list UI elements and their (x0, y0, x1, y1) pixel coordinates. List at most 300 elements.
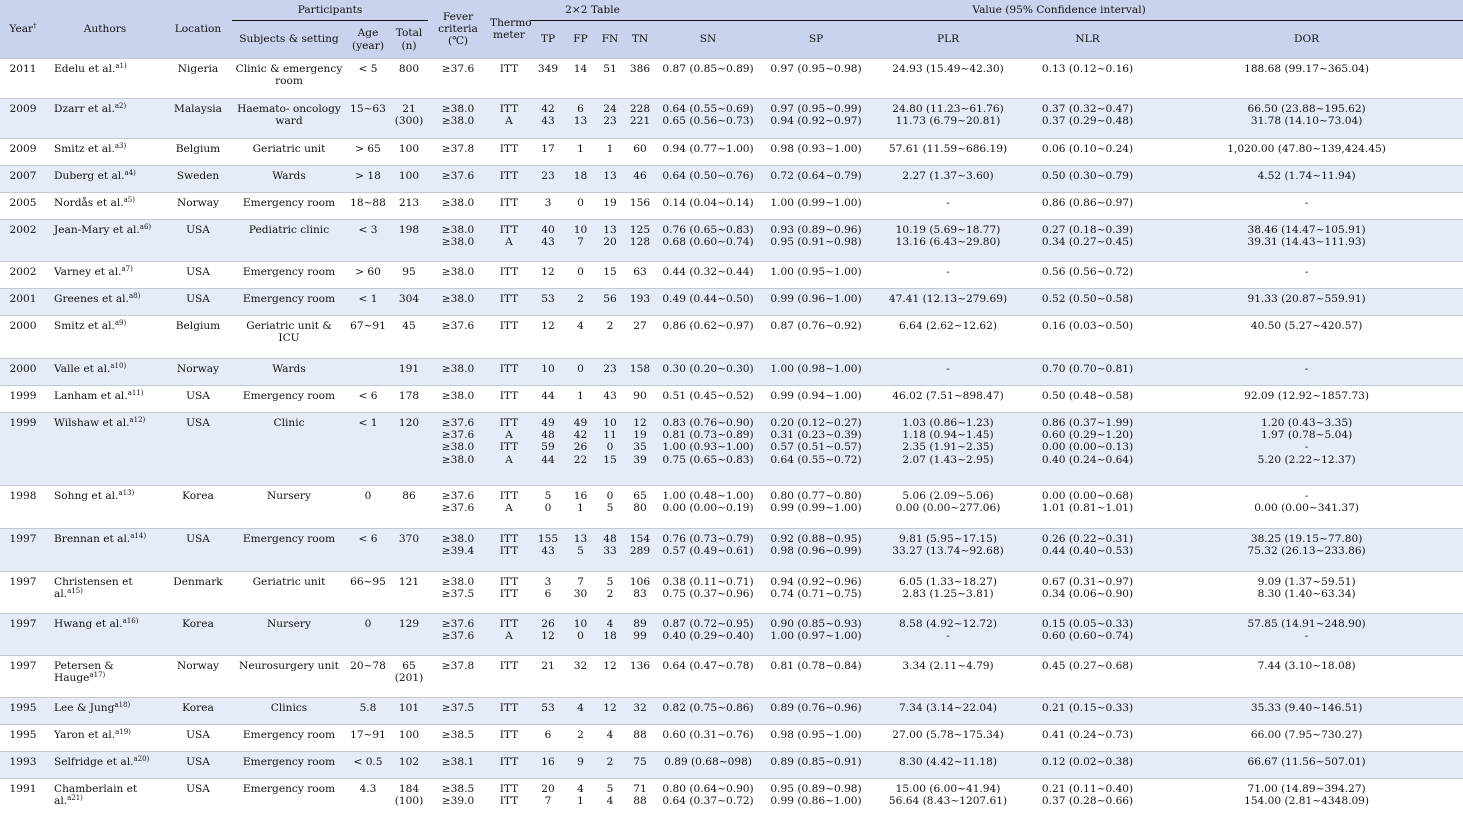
author-name: Lanham et al. (54, 390, 128, 402)
cell-thermometer (488, 779, 530, 819)
cell-tp-line: 10 (541, 363, 555, 375)
cell-age: 17~91 (350, 729, 386, 741)
cell-plr-line: 2.07 (1.43~2.95) (902, 453, 994, 466)
cell-total: 95 (402, 266, 416, 278)
cell-tp (530, 59, 566, 99)
cell-sn-line: 0.68 (0.60~0.74) (662, 236, 754, 249)
cell-fever (428, 529, 488, 572)
cell-age (346, 359, 390, 386)
cell-year: 2002 (9, 266, 37, 278)
cell-plr-line: - (946, 266, 950, 278)
cell-sp-line: 0.99 (0.99~1.00) (770, 502, 862, 515)
cell-nlr (1025, 572, 1150, 614)
cell-fever-line: ≥38.0 (441, 363, 475, 375)
cell-fever (428, 59, 488, 99)
cell-setting: Geriatric unit & ICU (246, 320, 332, 345)
cell-location: Malaysia (164, 99, 232, 139)
cell-fp-line: 30 (573, 588, 588, 601)
table-row (0, 316, 1463, 359)
cell-dor (1150, 99, 1463, 139)
cell-sn-line: 0.75 (0.65~0.83) (662, 453, 754, 466)
cell-fever-line: ≥38.0 (441, 533, 475, 545)
cell-tn (625, 486, 655, 529)
cell-thermometer (488, 413, 530, 486)
cell-fn-line: 11 (603, 429, 617, 442)
cell-author (46, 316, 164, 359)
cell-author (46, 289, 164, 316)
cell-sp (761, 139, 871, 166)
author-name: Sohng et al. (54, 490, 119, 502)
cell-sp-line: 0.97 (0.95~0.98) (770, 63, 862, 75)
cell-sp-line: 0.57 (0.51~0.57) (770, 441, 862, 454)
table-row (0, 359, 1463, 386)
cell-fever (428, 614, 488, 656)
cell-tp (530, 316, 566, 359)
cell-sn (655, 166, 761, 193)
cell-sp-line: 0.98 (0.93~1.00) (770, 143, 862, 155)
cell-plr-line: 1.03 (0.86~1.23) (902, 417, 994, 429)
cell-dor (1150, 413, 1463, 486)
cell-fever-line: ≥37.6 (441, 429, 475, 442)
cell-nlr (1025, 386, 1150, 413)
reference-mark: a18) (114, 701, 131, 709)
cell-dor-line: 38.46 (14.47~105.91) (1247, 224, 1366, 236)
cell-age: < 1 (346, 289, 390, 316)
cell-sp (761, 486, 871, 529)
cell-fn (595, 316, 625, 359)
cell-plr-line: - (946, 197, 950, 209)
cell-nlr (1025, 779, 1150, 819)
reference-mark: a19) (115, 728, 131, 736)
reference-mark: a6) (139, 223, 152, 231)
cell-fn-line: 23 (603, 115, 617, 128)
cell-fn-line: 0 (606, 441, 614, 454)
cell-sp (761, 289, 871, 316)
cell-sp (761, 166, 871, 193)
reference-mark: a14) (130, 532, 147, 540)
author-name: Chamberlain et al. (54, 783, 138, 808)
cell-sn (655, 725, 761, 752)
author-name: Jean-Mary et al. (54, 224, 140, 236)
cell-setting: Emergency room (242, 266, 336, 278)
cell-nlr (1025, 529, 1150, 572)
cell-tp (530, 486, 566, 529)
cell-plr-line: 8.58 (4.92~12.72) (899, 618, 998, 630)
col-group-2x2: 2×2 Table (530, 0, 655, 21)
cell-fp-line: 7 (577, 236, 584, 249)
cell-thermometer-line: A (505, 502, 513, 515)
cell-fever (428, 752, 488, 779)
cell-age: 5.8 (346, 698, 390, 725)
table-row (0, 725, 1463, 752)
cell-tn-line: 136 (629, 660, 651, 672)
cell-dor (1150, 220, 1463, 262)
cell-tp-line: 44 (541, 453, 555, 466)
cell-dor-line: 38.25 (19.15~77.80) (1250, 533, 1363, 545)
cell-fp-line: 0 (577, 197, 584, 209)
cell-sn-line: 1.00 (0.93~1.00) (662, 441, 754, 454)
reference-mark: a21) (67, 794, 83, 803)
cell-fever-line: ≥38.0 (441, 115, 475, 128)
cell-sn-line: 0.65 (0.56~0.73) (662, 115, 754, 128)
cell-dor (1150, 289, 1463, 316)
cell-fever-line: ≥37.6 (441, 502, 475, 515)
cell-fn-line: 0 (606, 490, 614, 502)
cell-thermometer-line: ITT (499, 293, 519, 305)
cell-fn (595, 413, 625, 486)
cell-plr-line: 56.64 (8.43~1207.61) (888, 795, 1008, 808)
cell-sp-line: 0.87 (0.76~0.92) (770, 320, 862, 332)
cell-plr-line: 2.83 (1.25~3.81) (902, 588, 994, 601)
cell-sn (655, 99, 761, 139)
cell-year: 2000 (0, 359, 46, 386)
cell-tn-line: 228 (629, 103, 651, 115)
cell-tn-line: 80 (633, 502, 647, 515)
cell-plr-line: 2.27 (1.37~3.60) (902, 170, 994, 182)
cell-fn-line: 18 (603, 630, 617, 643)
col-nlr: NLR (1025, 21, 1150, 59)
cell-thermometer (488, 59, 530, 99)
cell-tp (530, 656, 566, 698)
cell-tp (530, 359, 566, 386)
cell-tp-line: 49 (541, 417, 555, 429)
cell-tp-line: 43 (541, 545, 555, 558)
cell-fever-line: ≥37.6 (441, 630, 475, 643)
col-dor: DOR (1150, 21, 1463, 59)
cell-tn-line: 60 (633, 143, 647, 155)
cell-tn (625, 220, 655, 262)
cell-tp-line: 12 (541, 630, 555, 643)
reference-mark: a13) (118, 489, 135, 497)
cell-year: 2009 (0, 99, 46, 139)
cell-tn-line: 128 (629, 236, 651, 249)
cell-tp-line: 3 (544, 197, 552, 209)
cell-tp-line: 6 (544, 729, 552, 741)
cell-dor-line: 91.33 (20.87~559.91) (1247, 293, 1366, 305)
cell-dor-line: 8.30 (1.40~63.34) (1257, 588, 1356, 601)
cell-thermometer (488, 656, 530, 698)
cell-tn-line: 12 (633, 417, 647, 429)
cell-fp (566, 289, 595, 316)
cell-dor-line: - (1304, 441, 1309, 454)
cell-tp (530, 386, 566, 413)
cell-tp-line: 59 (541, 441, 555, 454)
cell-nlr (1025, 752, 1150, 779)
cell-sp (761, 779, 871, 819)
cell-fever (428, 166, 488, 193)
cell-fn-line: 12 (603, 702, 617, 714)
table-row (0, 413, 1463, 486)
cell-dor (1150, 725, 1463, 752)
reference-mark: a10) (110, 362, 127, 370)
cell-tn-line: 99 (633, 630, 647, 643)
cell-year: 2005 (9, 197, 37, 209)
table-body (0, 59, 1463, 819)
cell-total: 45 (402, 320, 416, 332)
cell-nlr (1025, 316, 1150, 359)
cell-plr-line: 24.80 (11.23~61.76) (892, 103, 1004, 115)
reference-mark: a3) (114, 142, 127, 150)
cell-sn (655, 289, 761, 316)
cell-year: 1997 (0, 529, 46, 572)
cell-tp-line: 0 (544, 502, 552, 515)
cell-author (46, 725, 164, 752)
cell-thermometer-line: ITT (499, 224, 519, 236)
cell-total: 21 (300) (390, 99, 428, 139)
cell-thermometer (488, 220, 530, 262)
cell-fever-line: ≥38.0 (441, 293, 475, 305)
cell-thermometer-line: ITT (499, 490, 519, 502)
cell-plr (871, 486, 1025, 529)
cell-fn-line: 13 (603, 170, 617, 182)
cell-age: 20~78 (350, 660, 386, 672)
cell-plr (871, 59, 1025, 99)
cell-thermometer (488, 698, 530, 725)
cell-sn (655, 359, 761, 386)
cell-fever-line: ≥37.6 (441, 417, 475, 429)
cell-sp-line: 0.94 (0.92~0.97) (770, 115, 862, 128)
cell-nlr (1025, 656, 1150, 698)
cell-sp-line: 0.93 (0.89~0.96) (770, 224, 862, 236)
cell-sp (761, 99, 871, 139)
cell-plr (871, 698, 1025, 725)
author-name: Hwang et al. (54, 618, 123, 630)
cell-sn (655, 262, 761, 289)
cell-dor-line: - (1304, 266, 1309, 278)
cell-thermometer-line: A (505, 236, 513, 249)
cell-tn (625, 698, 655, 725)
cell-thermometer-line: ITT (499, 390, 519, 402)
cell-tn (625, 289, 655, 316)
cell-fp-line: 14 (573, 63, 588, 75)
cell-sp (761, 529, 871, 572)
cell-tp (530, 725, 566, 752)
cell-dor-line: 39.31 (14.43~111.93) (1247, 236, 1366, 249)
cell-fever-line: ≥39.0 (441, 795, 475, 808)
cell-tp-line: 53 (541, 702, 555, 714)
reference-mark: a5) (123, 196, 135, 204)
cell-sn-line: 0.49 (0.44~0.50) (662, 293, 754, 305)
table-row (0, 220, 1463, 262)
cell-location: USA (186, 729, 210, 741)
cell-thermometer (488, 725, 530, 752)
cell-author (46, 166, 164, 193)
cell-thermometer-line: ITT (499, 660, 519, 672)
cell-thermometer-line: ITT (499, 795, 519, 808)
cell-fever-line: ≥39.4 (441, 545, 475, 558)
cell-thermometer (488, 99, 530, 139)
table-row (0, 698, 1463, 725)
cell-fn-line: 13 (603, 224, 617, 236)
cell-dor (1150, 656, 1463, 698)
cell-fn-line: 15 (603, 266, 617, 278)
cell-plr (871, 572, 1025, 614)
cell-setting: Clinic & emergency room (235, 63, 343, 88)
cell-total: 370 (390, 529, 428, 572)
cell-dor (1150, 698, 1463, 725)
author-name: Duberg et al. (54, 170, 125, 182)
cell-fn (595, 779, 625, 819)
cell-tp-line: 155 (537, 533, 559, 545)
cell-fp (566, 529, 595, 572)
cell-tp (530, 262, 566, 289)
cell-plr (871, 359, 1025, 386)
author-name: Brennan et al. (54, 533, 131, 545)
cell-author (46, 486, 164, 529)
cell-author (46, 656, 164, 698)
author-name: Smitz et al. (54, 143, 115, 155)
cell-fever (428, 359, 488, 386)
cell-tp-line: 17 (541, 143, 555, 155)
cell-fn-line: 15 (603, 453, 617, 466)
table-row (0, 193, 1463, 220)
cell-tn (625, 386, 655, 413)
cell-age: < 6 (346, 529, 390, 572)
cell-fp (566, 59, 595, 99)
cell-location: Denmark (173, 576, 223, 588)
cell-tn-line: 75 (633, 756, 647, 768)
cell-sp-line: 1.00 (0.95~1.00) (770, 266, 862, 278)
cell-tn (625, 614, 655, 656)
cell-sn (655, 656, 761, 698)
cell-fp-line: 10 (573, 224, 588, 236)
cell-tp (530, 698, 566, 725)
cell-dor (1150, 59, 1463, 99)
cell-dor-line: 9.09 (1.37~59.51) (1257, 576, 1356, 588)
cell-dor-line: 57.85 (14.91~248.90) (1247, 618, 1366, 630)
cell-age: < 5 (358, 63, 378, 75)
table-row (0, 166, 1463, 193)
cell-fever (428, 220, 488, 262)
cell-fn (595, 220, 625, 262)
cell-fever-line: ≥38.0 (441, 453, 475, 466)
cell-fn (595, 193, 625, 220)
col-total: Total (n) (390, 21, 428, 59)
cell-tn (625, 572, 655, 614)
cell-plr (871, 262, 1025, 289)
cell-tn-line: 90 (633, 390, 647, 402)
author-name: Varney et al. (54, 266, 122, 278)
cell-sp (761, 698, 871, 725)
cell-tn-line: 158 (629, 363, 651, 375)
table-row (0, 614, 1463, 656)
col-fn: FN (595, 21, 625, 59)
cell-sp-line: 1.00 (0.97~1.00) (770, 630, 862, 643)
cell-age: 0 (346, 614, 390, 656)
cell-dor-line: 71.00 (14.89~394.27) (1247, 783, 1366, 795)
cell-total: 100 (390, 166, 428, 193)
cell-fp (566, 166, 595, 193)
cell-tp (530, 166, 566, 193)
cell-thermometer-line: ITT (499, 103, 519, 115)
cell-total: 100 (398, 729, 420, 741)
cell-tp (530, 529, 566, 572)
author-name: Yaron et al. (54, 729, 116, 741)
cell-nlr-line: 0.16 (0.03~0.50) (1041, 320, 1134, 332)
cell-fn-line: 19 (603, 197, 617, 209)
cell-sn-line: 0.82 (0.75~0.86) (662, 702, 754, 714)
cell-thermometer-line: A (505, 453, 513, 466)
cell-nlr-line: 0.86 (0.86~0.97) (1041, 197, 1134, 209)
cell-fn (595, 289, 625, 316)
cell-fn-line: 24 (603, 103, 617, 115)
cell-fever (428, 316, 488, 359)
cell-setting: Emergency room (242, 390, 336, 402)
cell-sn (655, 572, 761, 614)
cell-sp-line: 1.00 (0.98~1.00) (770, 363, 862, 375)
cell-age: 18~88 (350, 197, 386, 209)
col-age: Age (year) (346, 21, 390, 59)
cell-location: Belgium (175, 143, 221, 155)
cell-total: 121 (398, 576, 420, 588)
cell-thermometer (488, 316, 530, 359)
cell-thermometer-line: ITT (499, 545, 519, 558)
cell-plr-line: 9.81 (5.95~17.15) (899, 533, 998, 545)
cell-tn (625, 359, 655, 386)
cell-plr-line: 7.34 (3.14~22.04) (899, 702, 998, 714)
cell-dor (1150, 614, 1463, 656)
cell-year: 1995 (9, 729, 37, 741)
cell-fever (428, 386, 488, 413)
cell-tn-line: 39 (633, 453, 647, 466)
cell-tp-line: 40 (541, 224, 555, 236)
cell-tn-line: 89 (633, 618, 647, 630)
cell-sn (655, 59, 761, 99)
cell-plr-line: 8.30 (4.42~11.18) (899, 756, 998, 768)
cell-nlr (1025, 725, 1150, 752)
cell-location: Nigeria (177, 63, 219, 75)
cell-fn (595, 656, 625, 698)
cell-age: 15~63 (346, 99, 390, 139)
cell-sp (761, 572, 871, 614)
cell-setting: Neurosurgery unit (239, 660, 339, 672)
cell-fn-line: 4 (606, 618, 614, 630)
cell-fn-line: 4 (606, 729, 614, 741)
cell-thermometer-line: ITT (499, 702, 519, 714)
cell-fn-line: 43 (603, 390, 617, 402)
cell-fever-line: ≥37.8 (441, 660, 475, 672)
cell-tp-line: 26 (541, 618, 555, 630)
cell-nlr-line: 0.13 (0.12~0.16) (1041, 63, 1134, 75)
cell-year: 1995 (0, 698, 46, 725)
cell-sp-line: 0.98 (0.95~1.00) (770, 729, 862, 741)
cell-dor-line: 154.00 (2.81~4348.09) (1244, 795, 1370, 808)
cell-setting: Clinic (232, 413, 346, 486)
cell-fever (428, 413, 488, 486)
cell-tp-line: 23 (541, 170, 555, 182)
cell-sn-line: 0.94 (0.77~1.00) (662, 143, 754, 155)
cell-author (46, 220, 164, 262)
reference-mark: a2) (114, 102, 127, 110)
cell-tp-line: 44 (541, 390, 555, 402)
cell-location: USA (186, 266, 210, 278)
cell-tp-line: 21 (541, 660, 555, 672)
cell-nlr (1025, 139, 1150, 166)
cell-tn (625, 316, 655, 359)
cell-thermometer (488, 614, 530, 656)
author-name: Valle et al. (54, 363, 111, 375)
cell-nlr (1025, 193, 1150, 220)
cell-tn-line: 125 (629, 224, 651, 236)
col-group-value: Value (95% Confidence interval) (655, 0, 1463, 21)
author-name: Wilshaw et al. (54, 417, 130, 429)
cell-location: Norway (164, 359, 232, 386)
cell-sp-line: 0.89 (0.76~0.96) (770, 702, 862, 714)
cell-thermometer (488, 572, 530, 614)
cell-plr-line: 0.00 (0.00~277.06) (895, 502, 1001, 515)
col-tp: TP (530, 21, 566, 59)
cell-nlr-line: 0.50 (0.30~0.79) (1041, 170, 1134, 182)
